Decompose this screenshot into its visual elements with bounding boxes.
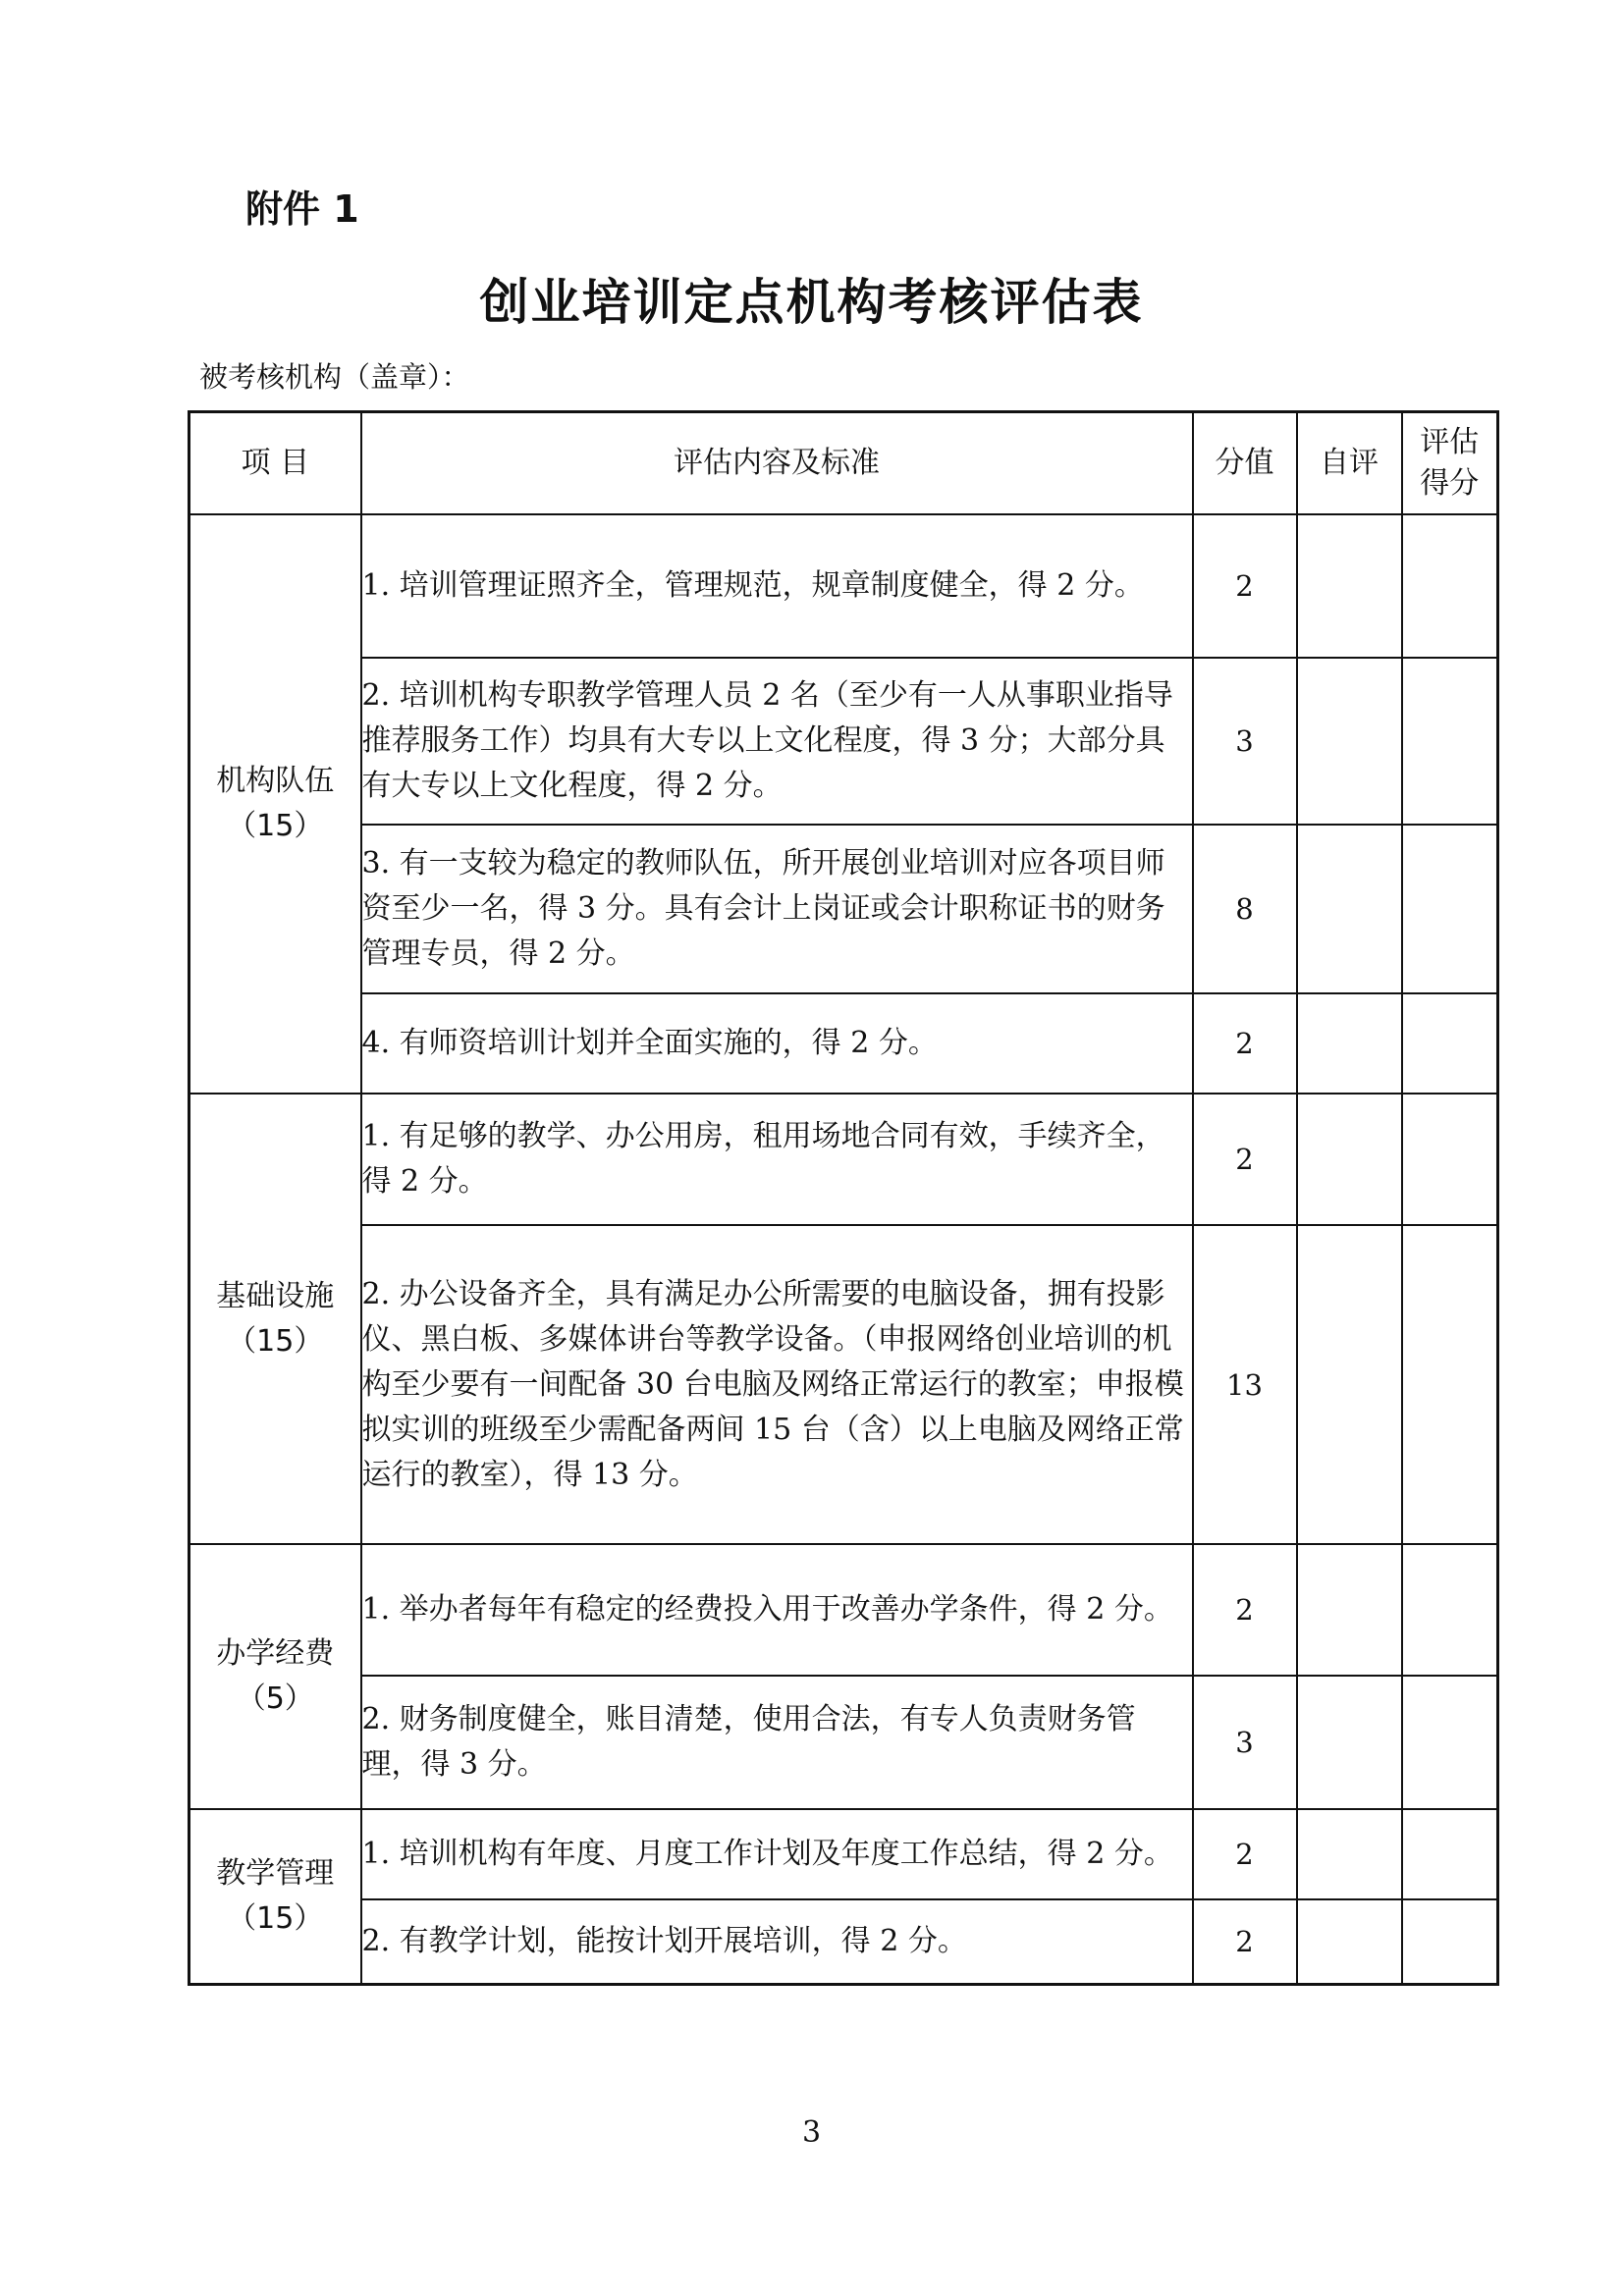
category-points: （15） [227,1323,324,1359]
table-row [189,993,1498,1094]
self-eval-cell[interactable] [1297,825,1402,993]
header-eval-score-line1: 评估 [1420,425,1480,459]
table-row [189,1094,1498,1225]
category-name: 基础设施 [216,1278,335,1313]
criteria-text: 2. 培训机构专职教学管理人员 2 名（至少有一人从事职业指导推荐服务工作）均具有大专以上文化程度，得 3 分；大部分具有大专以上文化程度，得 2 分。 [361,658,1193,825]
category-cell [189,514,361,1094]
header-eval-score-line2: 得分 [1420,466,1480,501]
self-eval-cell[interactable] [1297,658,1402,825]
points-value: 3 [1193,658,1297,825]
category-cell [189,1809,361,1984]
criteria-text: 1. 培训机构有年度、月度工作计划及年度工作总结，得 2 分。 [361,1809,1193,1899]
self-eval-cell[interactable] [1297,993,1402,1094]
header-content: 评估内容及标准 [361,412,1193,515]
points-value: 13 [1193,1225,1297,1544]
eval-score-cell[interactable] [1402,1809,1498,1899]
points-value: 2 [1193,1899,1297,1984]
self-eval-cell[interactable] [1297,1544,1402,1676]
criteria-text: 1. 培训管理证照齐全，管理规范，规章制度健全，得 2 分。 [361,514,1193,658]
category-points: （5） [236,1682,314,1716]
eval-score-cell[interactable] [1402,1094,1498,1225]
table-row [189,1225,1498,1544]
table-row [189,1899,1498,1984]
eval-score-cell[interactable] [1402,1899,1498,1984]
criteria-text: 1. 有足够的教学、办公用房，租用场地合同有效，手续齐全，得 2 分。 [361,1094,1193,1225]
category-name: 办学经费 [216,1636,335,1671]
eval-score-cell[interactable] [1402,1225,1498,1544]
header-eval-score [1402,412,1498,515]
self-eval-cell[interactable] [1297,1094,1402,1225]
eval-score-cell[interactable] [1402,658,1498,825]
table-row [189,1676,1498,1809]
category-cell [189,1094,361,1544]
points-value: 2 [1193,514,1297,658]
points-value: 2 [1193,993,1297,1094]
table-row [189,825,1498,993]
self-eval-cell[interactable] [1297,1676,1402,1809]
self-eval-cell[interactable] [1297,1899,1402,1984]
eval-score-cell[interactable] [1402,993,1498,1094]
eval-score-cell[interactable] [1402,1544,1498,1676]
points-value: 2 [1193,1809,1297,1899]
table-row [189,1544,1498,1676]
criteria-text: 2. 财务制度健全，账目清楚，使用合法，有专人负责财务管理，得 3 分。 [361,1676,1193,1809]
eval-score-cell[interactable] [1402,514,1498,658]
category-name: 机构队伍 [216,764,335,798]
criteria-text: 2. 有教学计划，能按计划开展培训，得 2 分。 [361,1899,1193,1984]
page-number: 3 [801,2115,822,2150]
header-self-eval: 自评 [1297,412,1402,515]
header-row [189,412,1498,515]
points-value: 3 [1193,1676,1297,1809]
header-points: 分值 [1193,412,1297,515]
eval-score-cell[interactable] [1402,1676,1498,1809]
document-title: 创业培训定点机构考核评估表 [479,274,1144,331]
table-row [189,1809,1498,1899]
category-name: 教学管理 [216,1855,335,1891]
self-eval-cell[interactable] [1297,514,1402,658]
attachment-label: 附件 1 [245,187,359,231]
self-eval-cell[interactable] [1297,1809,1402,1899]
assessed-organization-label: 被考核机构（盖章）： [199,360,470,394]
points-value: 8 [1193,825,1297,993]
category-points: （15） [227,1900,324,1936]
criteria-text: 1. 举办者每年有稳定的经费投入用于改善办学条件，得 2 分。 [361,1544,1193,1676]
category-cell [189,1544,361,1809]
points-value: 2 [1193,1544,1297,1676]
table-row [189,658,1498,825]
category-points: （15） [227,809,324,843]
eval-score-cell[interactable] [1402,825,1498,993]
points-value: 2 [1193,1094,1297,1225]
criteria-text: 3. 有一支较为稳定的教师队伍，所开展创业培训对应各项目师资至少一名，得 3 分。具有会计上岗证或会计职称证书的财务管理专员，得 2 分。 [361,825,1193,993]
criteria-text: 2. 办公设备齐全，具有满足办公所需要的电脑设备，拥有投影仪、黑白板、多媒体讲台等教学设备。（申报网络创业培训的机构至少要有一间配备 30 台电脑及网络正常运行的教室；申报模拟实训的班级至少需配备两间 15 台（含）以上电脑及网络正常运行的教室），得 13 分。 [361,1225,1193,1544]
table-row [189,514,1498,658]
header-item: 项 目 [189,412,361,515]
criteria-text: 4. 有师资培训计划并全面实施的，得 2 分。 [361,993,1193,1094]
self-eval-cell[interactable] [1297,1225,1402,1544]
evaluation-table [188,410,1499,1986]
